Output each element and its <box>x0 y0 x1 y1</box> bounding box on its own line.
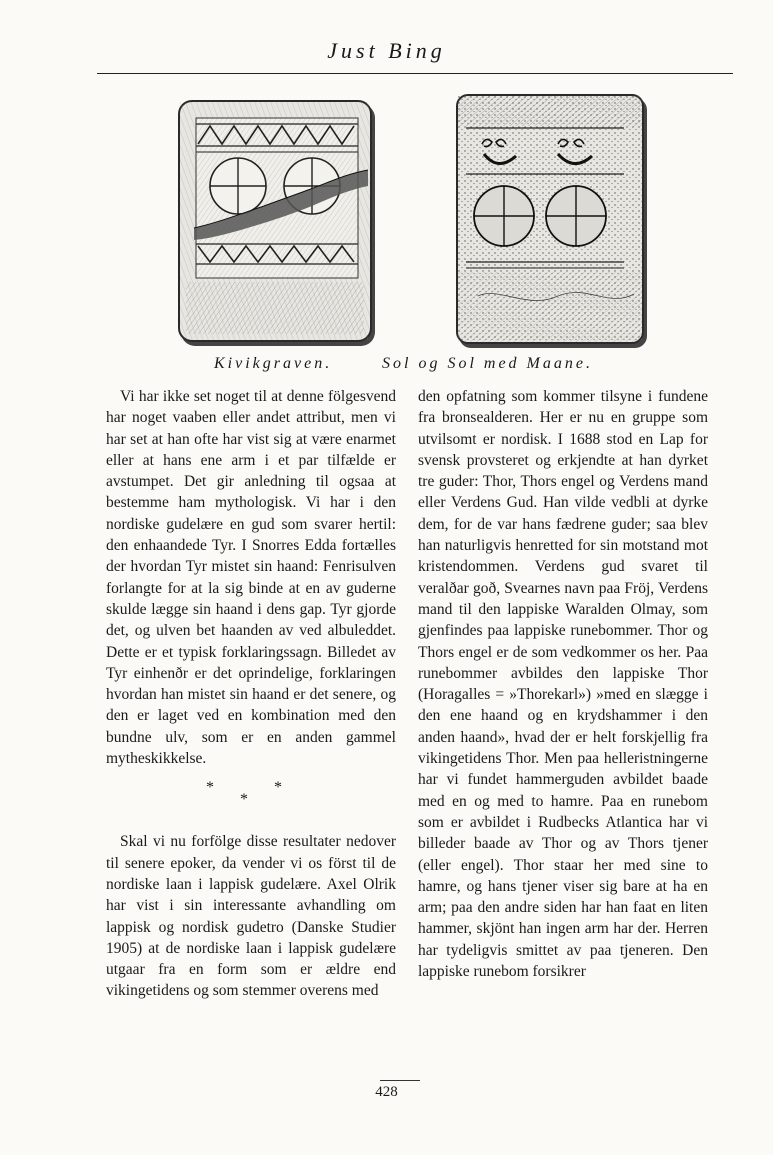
header-rule <box>97 73 733 74</box>
right-text-column <box>418 386 708 982</box>
left-figure-caption: Kivikgraven. <box>214 355 333 372</box>
kivik-stone-figure <box>178 100 372 342</box>
sun-moon-stone-figure <box>456 94 644 344</box>
paragraph: Skal vi nu forfölge disse resultater nedover til senere epoker, da vender vi os först til de nordiske laan i lappisk gudelære. Axel Olrik har vist i sin interessante avhandling om lappisk og nordisk gudetro (Danske Studier 1905) at de nordiske laan i lappisk gudelære utgaar fra en form som er ældre end vikingetidens og som stemmer overens med <box>106 833 396 1000</box>
paragraph: Vi har ikke set noget til at denne fölgesvend har noget vaaben eller andet attribut, men vi har set at han ofte har vist sig at være enarmet eller at hans ene arm i et par tilfælde er avstumpet. Det gir anledning til ogsaa at bestemme ham mythologisk. Vi har i den nordiske gudelære en gud som svarer hertil: den enhaandede Tyr. I Snorres Edda fortælles der hvordan Tyr mistet sin haand: Fenrisulven forlangte for at la sig binde at en av guderne skulde lægge sin haand i dens gap. Tyr gjorde det, og ulven bet haanden av ved albuleddet. Dette er et typisk forklaringssagn. Billedet av Tyr einhenðr er det oprindelige, forklaringen hvordan han mistet sin haand er det senere, og den er laget ved en kombination med den bundne ulv, som er en anden gammel mytheskikkelse. <box>106 388 396 768</box>
footer-rule <box>380 1080 420 1081</box>
left-text-column <box>106 386 396 1002</box>
right-figure-caption: Sol og Sol med Maane. <box>382 355 593 372</box>
paragraph: den opfatning som kommer tilsyne i fundene fra bronsealderen. Her er nu en gruppe som utvilsomt er nordisk. I 1688 stod en Lap for svensk provsteret og erkjendte at han dyrket tre guder: Thor, Thors engel og Verdens mand eller Verdens Gud. Han vilde vedbli at dyrke dem, for de var hans fædrene guder; saa blev han naturligvis henretted for sin motstand mot kristendommen. Verdens gud svaret til veralðar goð, Svearnes navn paa Fröj, Verdens mand til den lappiske Waralden Olmay, som gjenfindes paa lappiske runebommer. Thor og Thors engel er de som vedkommer os her. Paa runebommer avbildes den lappiske Thor (Horagalles = »Thorekarl») »med en slægge i den ene haand og en krydshammer i den anden haand», hvad der er helt forskjellig fra vikingetidens Thor. Men paa helleristningerne har vi fundet hammerguden avbildet baade med en og med to hamre. Paa en runebom som er avbildet i Rudbecks Atlantica har vi billeder baade av Thor og av Thors tjener (eller engel). Thor staar her med sine to hamre, og hans tjener viser sig bare at ha en arm; paa den andre siden har han faat en liten hammer, skjönt han ingen arm har der. Herren har tydeligvis smittet av paa tjeneren. Den lappiske runebom forsikrer <box>418 388 708 981</box>
asterisk: * <box>240 791 248 809</box>
page-number: 428 <box>375 1084 398 1100</box>
asterisk: * <box>274 779 282 797</box>
running-header: Just Bing <box>327 38 446 63</box>
asterisk: * <box>206 779 214 797</box>
section-break-asterisks <box>106 771 396 813</box>
